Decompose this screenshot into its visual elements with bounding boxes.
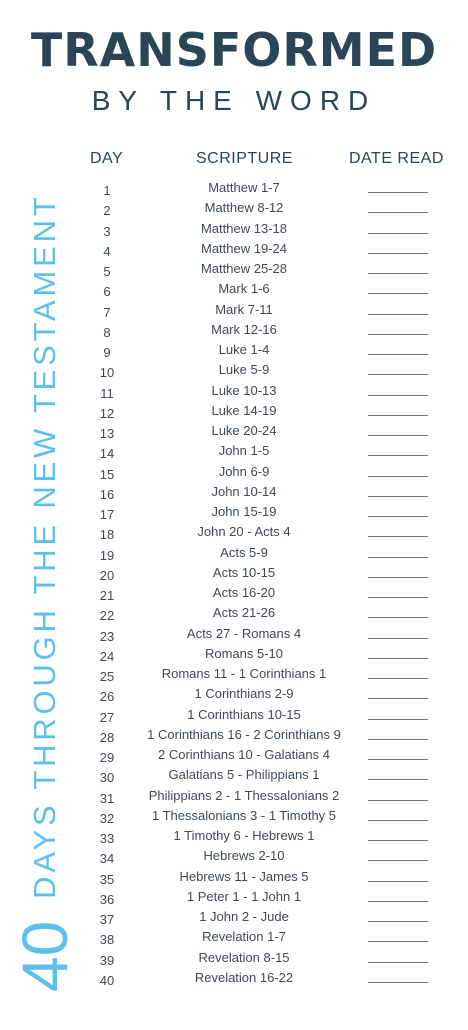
day-number: 4 (103, 243, 111, 259)
scripture-range: Acts 10-15 (212, 564, 276, 580)
page-subtitle: BY THE WORD (91, 85, 377, 116)
date-read-field[interactable] (368, 192, 428, 193)
day-number: 19 (99, 547, 115, 563)
table-row (0, 929, 468, 949)
scripture-range: Luke 10-13 (211, 382, 277, 398)
date-read-field[interactable] (368, 962, 428, 963)
table-row (0, 261, 468, 281)
scripture-range: Matthew 25-28 (201, 261, 287, 276)
table-row (0, 889, 468, 909)
date-read-field[interactable] (368, 982, 428, 983)
day-number: 15 (99, 466, 115, 482)
day-number: 27 (99, 709, 115, 725)
scripture-range: 1 Peter 1 - 1 John 1 (186, 888, 302, 904)
table-row (0, 565, 468, 585)
scripture-range: Luke 1-4 (218, 342, 270, 357)
day-number: 12 (99, 405, 115, 421)
column-header-date-read: DATE READ (349, 150, 444, 167)
table-row (0, 585, 468, 605)
scripture-range: 1 Timothy 6 - Hebrews 1 (173, 828, 315, 843)
table-row (0, 626, 468, 646)
table-row (0, 666, 468, 686)
date-read-field[interactable] (368, 374, 428, 375)
scripture-range: Acts 5-9 (220, 544, 268, 560)
day-number: 18 (99, 527, 115, 543)
table-row (0, 747, 468, 767)
scripture-range: Hebrews 2-10 (203, 848, 285, 864)
scripture-range: Matthew 19-24 (201, 240, 287, 256)
scripture-range: 1 John 2 - Jude (199, 909, 289, 924)
date-read-field[interactable] (368, 901, 428, 902)
date-read-field[interactable] (368, 314, 428, 315)
scripture-range: Luke 20-24 (211, 423, 277, 438)
table-row (0, 545, 468, 565)
column-header-day: DAY (90, 150, 124, 167)
day-number: 29 (99, 750, 115, 765)
table-row (0, 767, 468, 787)
table-row (0, 504, 468, 524)
table-row (0, 869, 468, 889)
scripture-range: John 1-5 (218, 443, 270, 459)
day-number: 3 (103, 223, 111, 239)
day-number: 28 (99, 729, 115, 745)
day-number: 13 (99, 426, 115, 441)
date-read-field[interactable] (368, 941, 428, 942)
date-read-field[interactable] (368, 779, 428, 780)
scripture-range: Acts 16-20 (212, 585, 276, 600)
scripture-range: Revelation 1-7 (202, 929, 286, 945)
day-number: 26 (99, 689, 115, 705)
date-read-field[interactable] (368, 496, 428, 497)
scripture-range: John 6-9 (218, 463, 270, 479)
date-read-field[interactable] (368, 273, 428, 274)
date-read-field[interactable] (368, 860, 428, 861)
table-row (0, 848, 468, 868)
scripture-range: Mark 7-11 (215, 301, 273, 317)
date-read-field[interactable] (368, 476, 428, 477)
table-row (0, 464, 468, 484)
day-number: 6 (103, 284, 111, 300)
scripture-range: Mark 1-6 (218, 281, 270, 297)
date-read-field[interactable] (368, 557, 428, 558)
scripture-range: Romans 11 - 1 Corinthians 1 (161, 666, 327, 681)
date-read-field[interactable] (368, 516, 428, 517)
page-title: TRANSFORMED (30, 23, 438, 77)
scripture-range: John 15-19 (211, 504, 277, 519)
date-read-field[interactable] (368, 800, 428, 801)
day-number: 32 (99, 810, 115, 826)
day-number: 8 (103, 324, 111, 340)
side-banner-number: 40 (9, 920, 81, 992)
scripture-range: Matthew 8-12 (204, 200, 284, 216)
scripture-range: 1 Corinthians 10-15 (187, 706, 301, 722)
table-row (0, 302, 468, 322)
day-number: 33 (99, 831, 115, 846)
scripture-range: Mark 12-16 (211, 321, 277, 337)
table-row (0, 241, 468, 261)
day-number: 22 (99, 608, 115, 624)
scripture-range: Revelation 16-22 (194, 969, 294, 985)
day-number: 30 (99, 770, 115, 786)
day-number: 2 (103, 203, 111, 219)
day-number: 10 (99, 365, 115, 381)
table-row (0, 646, 468, 666)
day-number: 20 (99, 567, 115, 583)
day-number: 40 (99, 972, 115, 988)
date-read-field[interactable] (368, 617, 428, 618)
scripture-range: 1 Thessalonians 3 - 1 Timothy 5 (151, 807, 337, 823)
scripture-range: Hebrews 11 - James 5 (179, 868, 309, 884)
day-number: 17 (99, 507, 115, 522)
scripture-range: 2 Corinthians 10 - Galatians 4 (158, 747, 330, 762)
day-number: 36 (99, 891, 115, 907)
date-read-field[interactable] (368, 455, 428, 456)
date-read-field[interactable] (368, 921, 428, 922)
scripture-range: Galatians 5 - Philippians 1 (168, 767, 320, 783)
scripture-range: Philippians 2 - 1 Thessalonians 2 (148, 787, 340, 803)
day-number: 14 (99, 446, 115, 462)
table-row (0, 423, 468, 443)
day-number: 31 (99, 790, 115, 806)
scripture-range: Acts 21-26 (212, 605, 276, 621)
scripture-range: John 20 - Acts 4 (197, 524, 291, 540)
table-row (0, 221, 468, 241)
scripture-range: Luke 5-9 (218, 362, 270, 378)
day-number: 21 (99, 588, 115, 603)
table-row (0, 605, 468, 625)
day-number: 37 (99, 912, 115, 927)
table-row (0, 484, 468, 504)
table-row (0, 443, 468, 463)
day-number: 5 (103, 264, 111, 279)
table-row (0, 180, 468, 200)
date-read-field[interactable] (368, 881, 428, 882)
date-read-field[interactable] (368, 638, 428, 639)
scripture-range: John 10-14 (211, 483, 277, 499)
date-read-field[interactable] (368, 719, 428, 720)
date-read-field[interactable] (368, 739, 428, 740)
column-header-scripture: SCRIPTURE (196, 150, 293, 167)
day-number: 24 (99, 648, 115, 664)
table-row (0, 403, 468, 423)
table-row (0, 362, 468, 382)
date-read-field[interactable] (368, 840, 428, 841)
date-read-field[interactable] (368, 536, 428, 537)
date-read-field[interactable] (368, 435, 428, 436)
day-number: 38 (99, 932, 115, 948)
date-read-field[interactable] (368, 233, 428, 234)
day-number: 9 (103, 345, 111, 360)
day-number: 25 (99, 669, 115, 684)
table-row (0, 200, 468, 220)
day-number: 39 (99, 952, 115, 968)
date-read-field[interactable] (368, 334, 428, 335)
date-read-field[interactable] (368, 759, 428, 760)
day-number: 11 (100, 385, 114, 401)
table-row (0, 524, 468, 544)
day-number: 16 (99, 486, 115, 502)
table-row (0, 909, 468, 929)
day-number: 7 (103, 304, 111, 320)
scripture-range: Luke 14-19 (211, 402, 277, 418)
day-number: 35 (99, 871, 115, 887)
date-read-field[interactable] (368, 354, 428, 355)
date-read-field[interactable] (368, 658, 428, 659)
date-read-field[interactable] (368, 293, 428, 294)
day-number: 34 (99, 851, 115, 867)
scripture-range: Romans 5-10 (204, 645, 284, 661)
date-read-field[interactable] (368, 597, 428, 598)
table-row (0, 950, 468, 970)
date-read-field[interactable] (368, 415, 428, 416)
scripture-range: Acts 27 - Romans 4 (186, 625, 302, 641)
table-row (0, 383, 468, 403)
date-read-field[interactable] (368, 678, 428, 679)
day-number: 23 (99, 628, 115, 644)
table-row (0, 342, 468, 362)
date-read-field[interactable] (368, 820, 428, 821)
table-row (0, 322, 468, 342)
scripture-range: Matthew 1-7 (208, 180, 280, 195)
scripture-range: Matthew 13-18 (201, 220, 287, 236)
table-row (0, 727, 468, 747)
scripture-range: 1 Corinthians 2-9 (194, 686, 294, 702)
day-number: 1 (103, 183, 111, 198)
side-banner-words: DAYS THROUGH THE NEW TESTAMENT (27, 193, 62, 899)
table-row (0, 686, 468, 706)
table-row (0, 281, 468, 301)
date-read-field[interactable] (368, 395, 428, 396)
scripture-range: Revelation 8-15 (198, 949, 290, 965)
date-read-field[interactable] (368, 577, 428, 578)
scripture-range: 1 Corinthians 16 - 2 Corinthians 9 (147, 726, 341, 742)
table-row (0, 808, 468, 828)
table-row (0, 970, 468, 990)
table-row (0, 788, 468, 808)
table-row (0, 707, 468, 727)
date-read-field[interactable] (368, 698, 428, 699)
date-read-field[interactable] (368, 253, 428, 254)
date-read-field[interactable] (368, 212, 428, 213)
table-row (0, 828, 468, 848)
